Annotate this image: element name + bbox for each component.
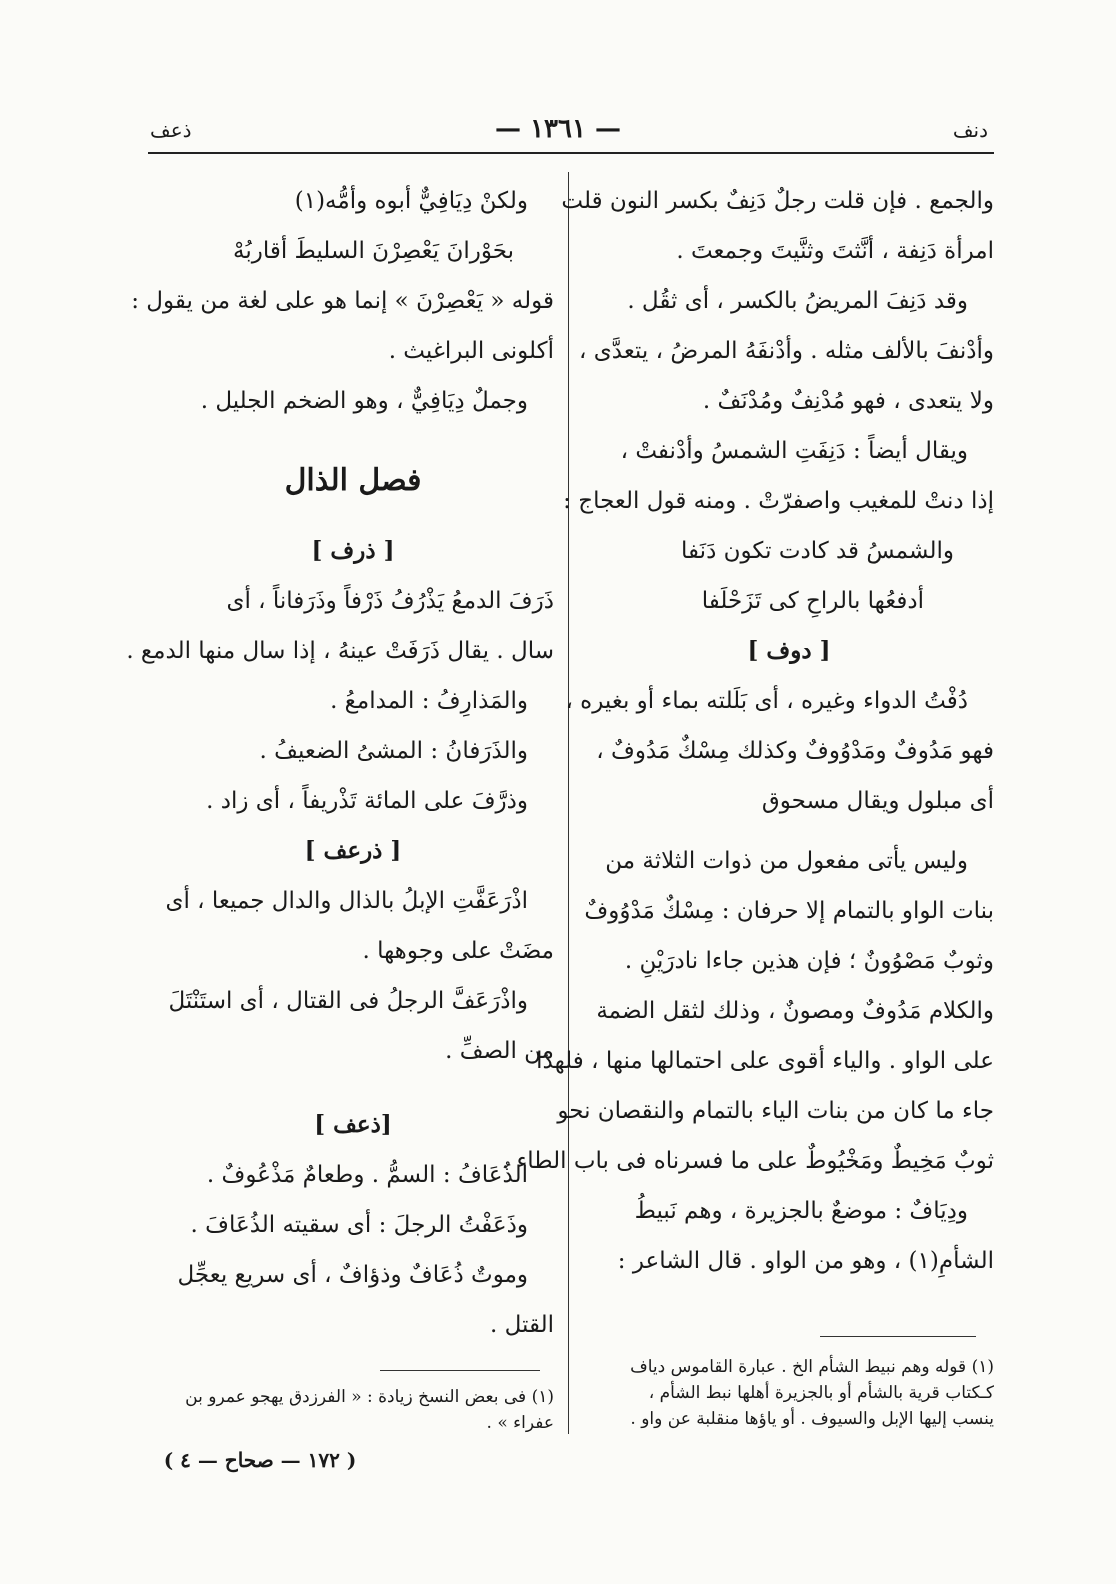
text-line: وموتٌ ذُعَافٌ وذؤافٌ ، أى سريع يعجِّل (177, 1262, 528, 1288)
text-line: مضَتْ على وجوهها . (362, 938, 554, 964)
text-line: والكلام مَدُوفٌ ومصونٌ ، وذلك لثقل الضمة (596, 998, 994, 1024)
section-heading: فصل الذال (284, 463, 422, 498)
text-line: والمَذارِفُ : المدامعُ . (330, 688, 528, 714)
header-rule (148, 152, 994, 154)
text-line: وجملٌ دِيَافِيٌّ ، وهو الضخم الجليل . (200, 388, 528, 414)
text-line: اذْرَعَفَّتِ الإبلُ بالذال والدال جميعا ، أى (165, 888, 528, 914)
text-line: امرأة دَنِفة ، أنَّثتَ وثنَّيتَ وجمعتَ . (676, 238, 994, 264)
footnote-left (152, 1384, 554, 1436)
text-line: ويقال أيضاً : دَنِفَتِ الشمسُ وأدْنفتْ ، (620, 438, 968, 464)
text-line: وقد دَنِفَ المريضُ بالكسر ، أى ثقُل . (627, 288, 968, 314)
text-line: وثوبٌ مَصْوُونٌ ؛ فإن هذين جاءا نادرَيْنِ . (624, 948, 994, 974)
text-line: على الواو . والياء أقوى على احتمالها منها ، فلهذا (536, 1048, 994, 1074)
text-line: سال . يقال ذَرَفَتْ عينهُ ، إذا سال منها الدمع . (126, 638, 554, 664)
text-line: بنات الواو بالتمام إلا حرفان : مِسْكٌ مَدْوُوفٌ (584, 898, 994, 924)
entry-heading-dhr-af: [ ذرعف ] (304, 837, 402, 864)
text-line: وذَعَفْتُ الرجلَ : أى سقيته الذُعَافَ . (190, 1212, 528, 1238)
text-line: جاء ما كان من بنات الياء بالتمام والنقصان نحو (557, 1098, 994, 1124)
text-line: وذرَّفَ على المائة تَذْريفاً ، أى زاد . (206, 788, 528, 814)
verse-line: بحَوْرانَ يَعْصِرْنَ السليطَ أقاربُهْ (232, 238, 514, 264)
verse-line: أدفعُها بالراحِ كى تَزَحْلَفا (701, 588, 924, 614)
text-line: من الصفِّ . (445, 1038, 554, 1064)
running-head-left: ذعف (150, 118, 192, 142)
footnote-rule-right (820, 1336, 976, 1337)
text-line: ثوبٌ مَخِيطٌ ومَخْيُوطٌ على ما فسرناه فى باب الطاء . (501, 1148, 994, 1174)
text-line: ذَرَفَ الدمعُ يَذْرُفُ ذَرْفاً وذَرَفاناً ، أى (226, 588, 554, 614)
footnote-rule-left (380, 1370, 540, 1371)
entry-heading-dwf: [ دوف ] (747, 637, 831, 664)
text-line: والجمع . فإن قلت رجلٌ دَنِفٌ بكسر النون قلت (561, 188, 994, 214)
footnote-line: ينسب إليها الإبل والسيوف . أو ياؤها منقلبة عن واو . (630, 1409, 994, 1429)
text-line: الذُعَافُ : السمُّ . وطعامٌ مَذْعُوفٌ . (206, 1162, 528, 1188)
footnote-line: كـكتاب قرية بالشأم أو بالجزيرة أهلها نبط الشأم ، (648, 1383, 994, 1403)
text-line: الشأمِ(١) ، وهو من الواو . قال الشاعر : (617, 1248, 994, 1274)
text-line: دُفْتُ الدواء وغيره ، أى بَلَلته بماء أو بغيره ، (565, 688, 968, 714)
text-line: واذْرَعَفَّ الرجلُ فى القتال ، أى استَنْتَلَ (168, 988, 528, 1014)
text-line: وأدْنفَ بالألف مثله . وأدْنفَهُ المرضُ ، يتعدَّى ، (579, 338, 994, 364)
text-line: والذَرَفانُ : المشىُ الضعيفُ . (259, 738, 528, 764)
entry-heading-dh-af: [ذعف ] (314, 1111, 392, 1138)
text-line: إذا دنتْ للمغيب واصفرّتْ . ومنه قول العجاج : (563, 488, 994, 514)
signature-mark: ( ١٧٢ — صحاح — ٤ ) (163, 1448, 357, 1472)
footnote-line: (١) فى بعض النسخ زيادة : « الفرزدق يهجو عمرو بن (185, 1387, 554, 1407)
text-line: القتل . (489, 1312, 554, 1338)
text-line: ودِيَافٌ : موضعٌ بالجزيرة ، وهم نَبيطُ (634, 1198, 968, 1224)
running-head-right: دنف (952, 118, 988, 142)
verse-line: ولكنْ دِيَافِيٌّ أبوه وأمُّه(١) (294, 188, 528, 214)
text-line: أى مبلول ويقال مسحوق (761, 788, 994, 814)
text-line: أكلونى البراغيث . (388, 338, 554, 364)
text-line: فهو مَدُوفٌ ومَدْوُوفٌ وكذلك مِسْكٌ مَدُوفٌ ، (596, 738, 994, 764)
footnote-right (584, 1354, 994, 1432)
footnote-line: عفراء » . (486, 1413, 554, 1433)
column-divider (568, 172, 569, 1434)
footnote-line: (١) قوله وهم نبيط الشأم الخ . عبارة القاموس دياف (630, 1357, 994, 1377)
page-number: — ١٣٦١ — (495, 114, 621, 144)
text-line: ولا يتعدى ، فهو مُدْنِفٌ ومُدْنَفٌ . (702, 388, 994, 414)
entry-heading-dhrf: [ ذرف ] (311, 537, 395, 564)
text-line: قوله « يَعْصِرْنَ » إنما هو على لغة من يقول : (131, 288, 554, 314)
text-line: وليس يأتى مفعول من ذوات الثلاثة من (605, 848, 968, 874)
verse-line: والشمسُ قد كادت تكون دَنَفا (681, 538, 954, 564)
